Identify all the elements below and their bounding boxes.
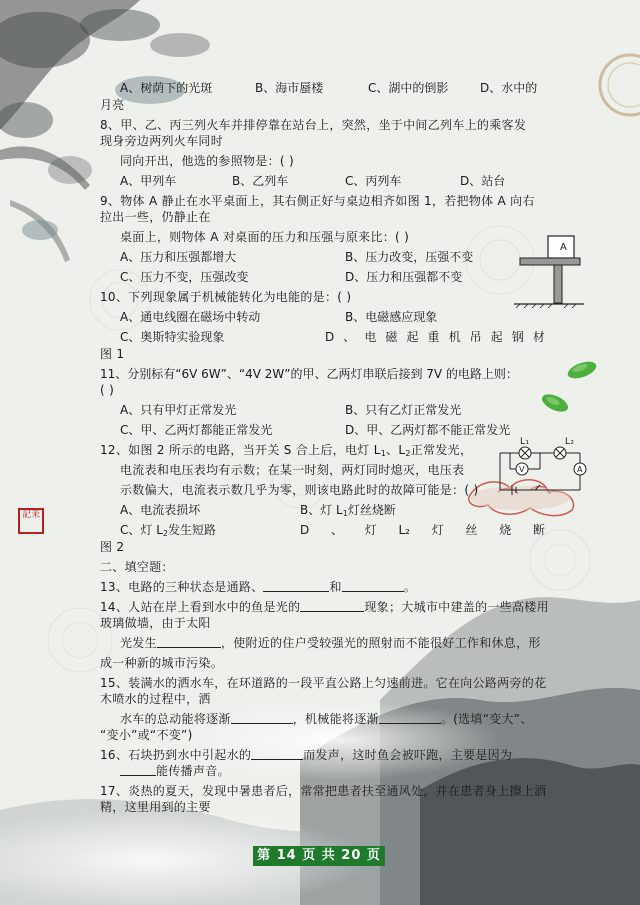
q14-line-2: 玻璃做墙，由于太阳 (100, 616, 211, 630)
figure-2-lamp-l1-label: L₁ (520, 437, 530, 447)
q13-blank-2[interactable] (342, 580, 404, 592)
q15-blank-2[interactable] (379, 712, 441, 724)
q13-line: 13、电路的三种状态是通路、 和 。 (100, 580, 417, 594)
q15-line-3: 水车的总动能将逐渐 ，机械能将逐渐 。(选填“变大”、 (120, 712, 533, 726)
q15-line-2: 木喷水的过程中，洒 (100, 692, 211, 706)
q10-line-1: 10、下列现象属于机械能转化为电能的是：( ) (100, 290, 352, 304)
q12-option-b: B、灯 $L_1$灯丝烧断 (300, 503, 396, 518)
q14-line-1: 14、人站在岸上看到水中的鱼是光的 现象；大城市中建盖的一些高楼用 (100, 600, 549, 614)
q8-line-2: 现身旁边两列火车同时 (100, 134, 224, 148)
q11-option-d: D、甲、乙两灯都不能正常发光 (345, 423, 511, 437)
q9-option-a: A、压力和压强都增大 (120, 250, 237, 264)
section-2-heading: 二、填空题： (100, 560, 174, 574)
q7-option-a: A、树荫下的光斑 (120, 81, 213, 95)
q15-blank-1[interactable] (231, 712, 293, 724)
q11-line-1: 11、分别标有“6V 6W”、“4V 2W”的甲、乙两灯串联后接到 7V 的电路上则： (100, 367, 518, 381)
q11-option-c: C、甲、乙两灯都能正常发光 (120, 423, 273, 437)
q12-option-c: C、灯 $L_2$发生短路 (120, 523, 216, 538)
figure-1-caption: 图 1 (100, 347, 125, 361)
q12-line-3: 示数偏大，电流表示数几乎为零，则该电路此时的故障可能是：( ) (120, 483, 479, 497)
q8-line-1: 8、甲、乙、丙三列火车并排停靠在站台上，突然，坐于中间乙列车上的乘客发 (100, 118, 527, 132)
q16-line-1: 16、石块扔到水中引起水的 而发声，这时鱼会被吓跑，主要是因为 (100, 748, 513, 762)
q12-option-d: D 、 灯 L₂ 灯 丝 烧 断 (300, 523, 545, 537)
figure-1-block-on-table (514, 232, 584, 308)
q9-line-1: 9、物体 A 静止在水平桌面上，其右侧正好与桌边相齐如图 1，若把物体 A 向右 (100, 194, 535, 208)
q15-line-4: “变小”或“不变”) (100, 728, 193, 742)
q10-option-a: A、通电线圈在磁场中转动 (120, 310, 261, 324)
q9-option-d: D、压力和压强都不变 (345, 270, 463, 284)
q8-option-d: D、站台 (460, 174, 506, 188)
figure-2-lamp-l2-label: L₂ (565, 437, 575, 447)
red-seal-stamp: 記茉 (18, 508, 44, 534)
q10-option-b: B、电磁感应现象 (345, 310, 438, 324)
q9-line-2: 拉出一些，仍静止在 (100, 210, 211, 224)
q14-blank-2[interactable] (157, 636, 221, 648)
q12-option-a: A、电流表损坏 (120, 503, 201, 517)
q8-line-3: 同向开出，他选的参照物是：( ) (120, 154, 294, 168)
q17-line-2: 精，这里用到的主要 (100, 800, 211, 814)
q17-line-1: 17、炎热的夏天，发现中暑患者后，常常把患者扶至通风处，并在患者身上擦上酒 (100, 784, 547, 798)
q16-line-2: 能传播声音。 (120, 763, 230, 779)
page-number-footer: 第 14 页 共 20 页 (253, 846, 385, 866)
q7-option-b: B、海市蜃楼 (255, 81, 324, 95)
q9-line-3: 桌面上，则物体 A 对桌面的压力和压强与原来比：( ) (120, 230, 410, 244)
q8-option-a: A、甲列车 (120, 174, 177, 188)
figure-2-voltmeter-label: V (519, 465, 525, 474)
q11-option-b: B、只有乙灯正常发光 (345, 403, 462, 417)
q15-line-1: 15、装满水的洒水车，在环道路的一段平直公路上匀速前进。它在向公路两旁的花 (100, 676, 547, 690)
figure-2-caption: 图 2 (100, 540, 125, 554)
q9-option-c: C、压力不变，压强改变 (120, 270, 249, 284)
q14-blank-1[interactable] (300, 600, 364, 612)
q7-option-c: C、湖中的倒影 (368, 81, 449, 95)
q12-line-2: 电流表和电压表均有示数；在某一时刻，两灯同时熄灭，电压表 (120, 463, 465, 477)
figure-1-block-label: A (560, 242, 568, 253)
q10-option-c: C、奥斯特实验现象 (120, 330, 225, 344)
q7-option-d: D、水中的 (480, 81, 538, 95)
q8-option-c: C、丙列车 (345, 174, 402, 188)
q16-blank-2[interactable] (120, 764, 156, 776)
q10-option-d: D 、 电 磁 起 重 机 吊 起 钢 材 (325, 330, 545, 344)
q11-option-a: A、只有甲灯正常发光 (120, 403, 237, 417)
q14-line-3: 光发生 ，使附近的住户受较强光的照射而不能很好工作和休息，形 (120, 636, 541, 650)
q11-line-2: ( ) (100, 383, 115, 397)
figure-2-ammeter-label: A (577, 465, 583, 474)
q16-blank-1[interactable] (251, 748, 303, 760)
q7-continuation: 月亮 (100, 98, 125, 112)
q14-line-4: 成一种新的城市污染。 (100, 656, 224, 670)
q12-line-1: 12、如图 2 所示的电路，当开关 S 合上后，电灯 $L_1$、$L_2$正常发光， (100, 443, 473, 458)
q13-blank-1[interactable] (263, 580, 329, 592)
q8-option-b: B、乙列车 (232, 174, 289, 188)
q9-option-b: B、压力改变，压强不变 (345, 250, 474, 264)
